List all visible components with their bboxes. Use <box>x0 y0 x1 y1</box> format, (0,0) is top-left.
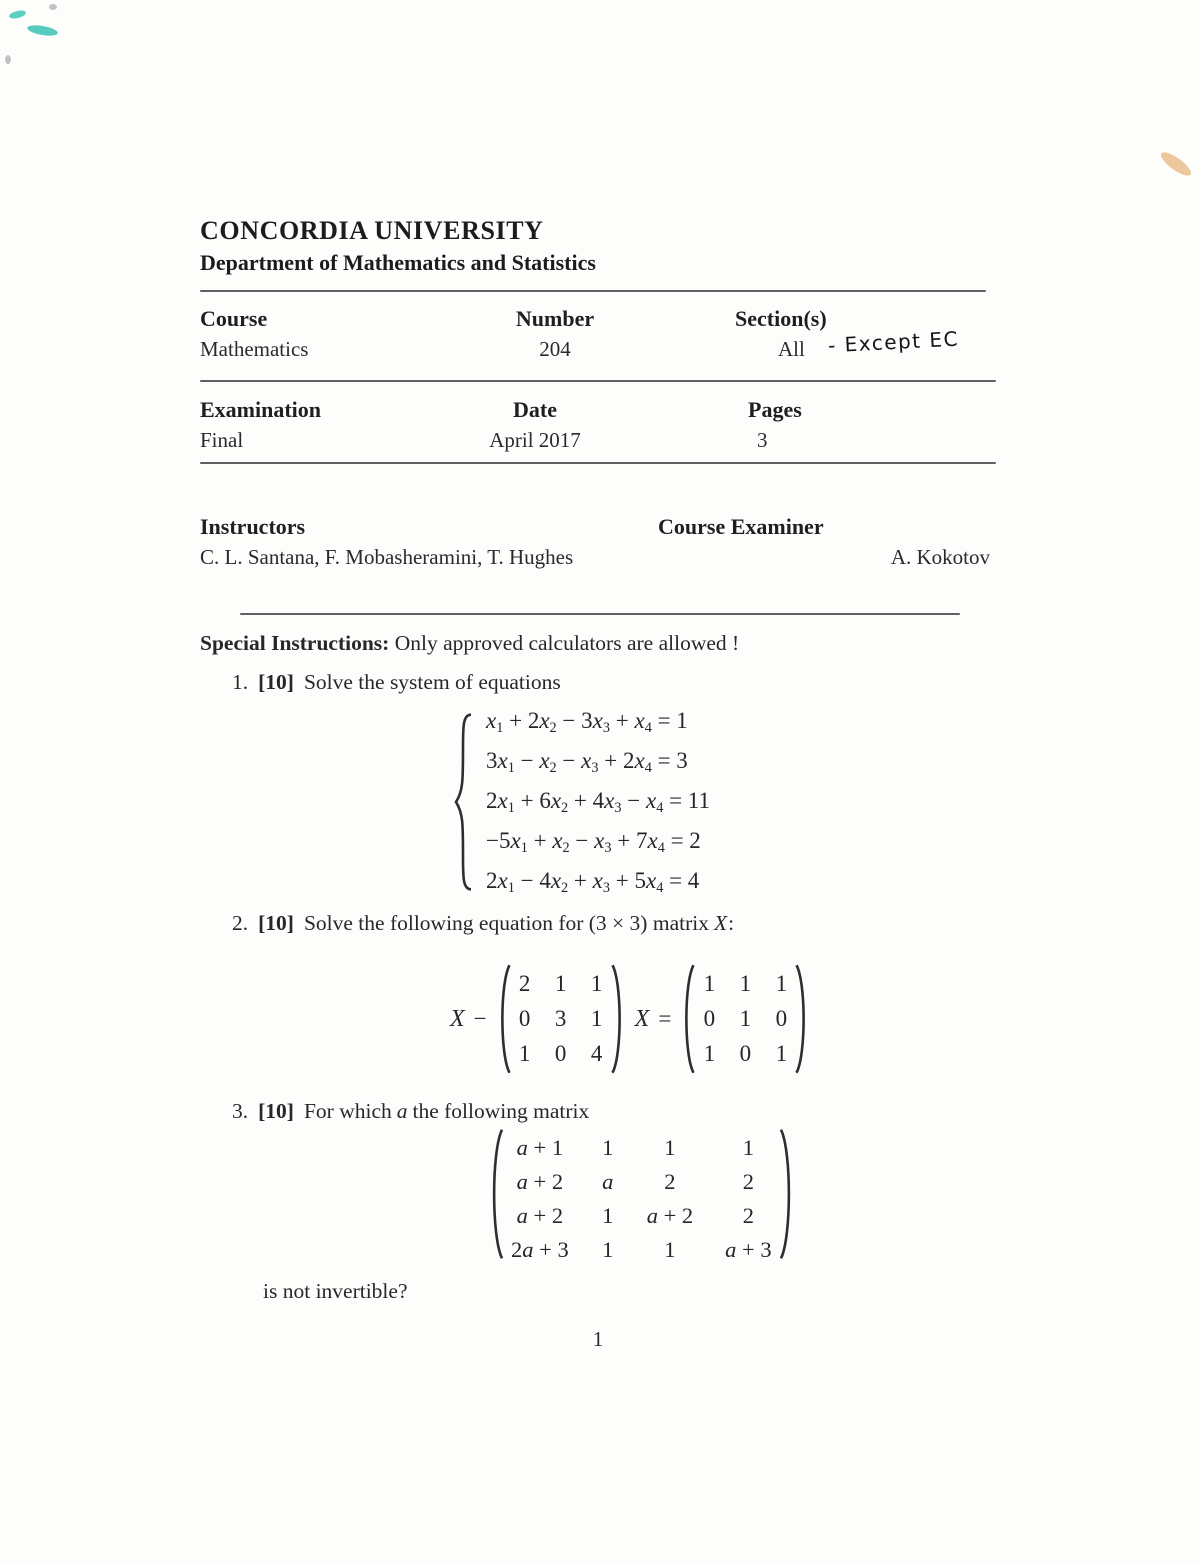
parameter-matrix <box>487 1130 796 1268</box>
matrix-cell: 1 <box>590 1006 603 1031</box>
matrix-cell: a + 1 <box>516 1135 564 1160</box>
scan-artifact-orange <box>1158 149 1194 180</box>
question-1-points: [10] <box>258 670 294 694</box>
scan-artifact-gray-1 <box>49 4 57 10</box>
matrix-a-grid <box>512 963 610 1075</box>
matrix-cell: 1 <box>775 1041 788 1066</box>
matrix-cell: 1 <box>602 1135 614 1160</box>
equation-system <box>452 708 710 897</box>
matrix-cell: 1 <box>703 971 716 996</box>
matrix-cell: 0 <box>739 1041 752 1066</box>
sections-label: Section(s) <box>735 306 827 331</box>
matrix-a <box>496 963 626 1075</box>
question-2-text: Solve the following equation for (3 × 3) matrix X: <box>303 911 735 935</box>
examiner-label: Course Examiner <box>658 514 824 539</box>
instructors-value: C. L. Santana, F. Mobasheramini, T. Hughes <box>200 545 574 569</box>
question-2-points: [10] <box>258 911 294 935</box>
matrix-cell: 0 <box>775 1006 788 1031</box>
matrix-c-grid <box>505 1127 778 1271</box>
instructors-label: Instructors <box>200 514 306 539</box>
sections-handwritten-note: - Except EC <box>827 326 960 358</box>
equals-operator: = <box>658 1006 672 1031</box>
matrix-b <box>680 963 810 1075</box>
matrix-cell: 2 <box>742 1169 754 1194</box>
question-1-text: Solve the system of equations <box>303 670 561 694</box>
matrix-cell: a + 2 <box>646 1203 694 1228</box>
matrix-cell: 1 <box>554 971 567 996</box>
special-instructions-label: Special Instructions: <box>200 631 390 655</box>
pages-value: 3 <box>757 428 768 452</box>
matrix-b-grid <box>696 963 794 1075</box>
divider-2 <box>200 380 996 382</box>
divider-1 <box>200 290 986 292</box>
matrix-cell: 1 <box>775 971 788 996</box>
course-value: Mathematics <box>200 337 309 361</box>
date-value: April 2017 <box>489 428 581 452</box>
paren-right-icon <box>794 963 810 1075</box>
matrix-cell: 1 <box>703 1041 716 1066</box>
examiner-value: A. Kokotov <box>890 545 990 569</box>
matrix-cell: 1 <box>602 1237 614 1262</box>
question-3 <box>232 1099 589 1124</box>
matrix-cell: 1 <box>664 1237 676 1262</box>
matrix-cell: 1 <box>739 971 752 996</box>
question-3-footer: is not invertible? <box>263 1279 408 1303</box>
special-instructions-text: Only approved calculators are allowed ! <box>394 631 740 655</box>
divider-4 <box>240 613 960 615</box>
matrix-eq-x2: X <box>634 1005 650 1032</box>
number-value: 204 <box>539 337 571 361</box>
brace-left-icon <box>452 712 474 892</box>
question-1-number: 1. <box>232 670 249 694</box>
equation-lines <box>486 708 710 897</box>
question-2-variable: X <box>713 911 728 935</box>
matrix-cell: 1 <box>664 1135 676 1160</box>
course-label: Course <box>200 306 268 331</box>
matrix-cell: a + 3 <box>725 1237 772 1262</box>
number-label: Number <box>515 306 595 331</box>
minus-operator: − <box>473 1006 487 1031</box>
paren-right-icon <box>778 1127 796 1261</box>
sections-value: All <box>778 337 805 361</box>
matrix-cell: 2a + 3 <box>511 1237 569 1262</box>
question-3-number: 3. <box>232 1099 249 1123</box>
question-3-text: For which a the following matrix <box>303 1099 590 1123</box>
question-1 <box>232 670 561 695</box>
matrix-cell: 2 <box>664 1169 676 1194</box>
question-3-points: [10] <box>258 1099 294 1123</box>
scan-artifact-teal-2 <box>26 23 58 37</box>
question-2-number: 2. <box>232 911 249 935</box>
equation-line: $2x_1 - 4x_2 + x_3 + 5x_4 = 4$ <box>486 867 700 896</box>
paren-left-icon <box>680 963 696 1075</box>
matrix-cell: 4 <box>590 1041 603 1066</box>
matrix-cell: 1 <box>518 1041 531 1066</box>
date-label: Date <box>513 397 557 422</box>
matrix-cell: 0 <box>703 1006 716 1031</box>
paren-right-icon <box>610 963 626 1075</box>
matrix-cell: 0 <box>518 1006 531 1031</box>
matrix-cell: 2 <box>518 971 531 996</box>
matrix-eq-x1: X <box>450 1005 465 1032</box>
matrix-cell: 0 <box>554 1041 567 1066</box>
university-title: CONCORDIA UNIVERSITY <box>200 216 544 245</box>
equation-line: $2x_1 + 6x_2 + 4x_3 - x_4 = 11$ <box>486 787 710 816</box>
matrix-cell: 3 <box>554 1006 567 1031</box>
matrix-c <box>487 1127 796 1271</box>
matrix-cell: 2 <box>742 1203 754 1228</box>
matrix-cell: 1 <box>602 1203 614 1228</box>
examination-value: Final <box>200 428 244 452</box>
matrix-cell: a + 2 <box>516 1169 564 1194</box>
special-instructions <box>200 631 739 656</box>
question-3-variable: a <box>396 1099 408 1123</box>
department-title: Department of Mathematics and Statistics <box>200 250 596 275</box>
scan-artifact-teal-1 <box>8 9 26 20</box>
divider-3 <box>200 462 996 464</box>
paren-left-icon <box>496 963 512 1075</box>
matrix-cell: a <box>602 1169 614 1194</box>
matrix-cell: 1 <box>590 971 603 996</box>
paren-left-icon <box>487 1127 505 1261</box>
scan-artifact-gray-2 <box>5 55 11 64</box>
question-2 <box>232 911 734 936</box>
examination-label: Examination <box>200 397 322 422</box>
equation-line: $3x_1 - x_2 - x_3 + 2x_4 = 3$ <box>486 747 688 776</box>
equation-line: $x_1 + 2x_2 - 3x_3 + x_4 = 1$ <box>486 708 688 736</box>
page-number: 1 <box>592 1327 604 1351</box>
matrix-equation <box>450 958 810 1080</box>
matrix-cell: 1 <box>742 1135 754 1160</box>
pages-label: Pages <box>748 397 802 422</box>
matrix-cell: a + 2 <box>516 1203 564 1228</box>
equation-line: $-5x_1 + x_2 - x_3 + 7x_4 = 2$ <box>486 827 701 856</box>
matrix-cell: 1 <box>739 1006 752 1031</box>
